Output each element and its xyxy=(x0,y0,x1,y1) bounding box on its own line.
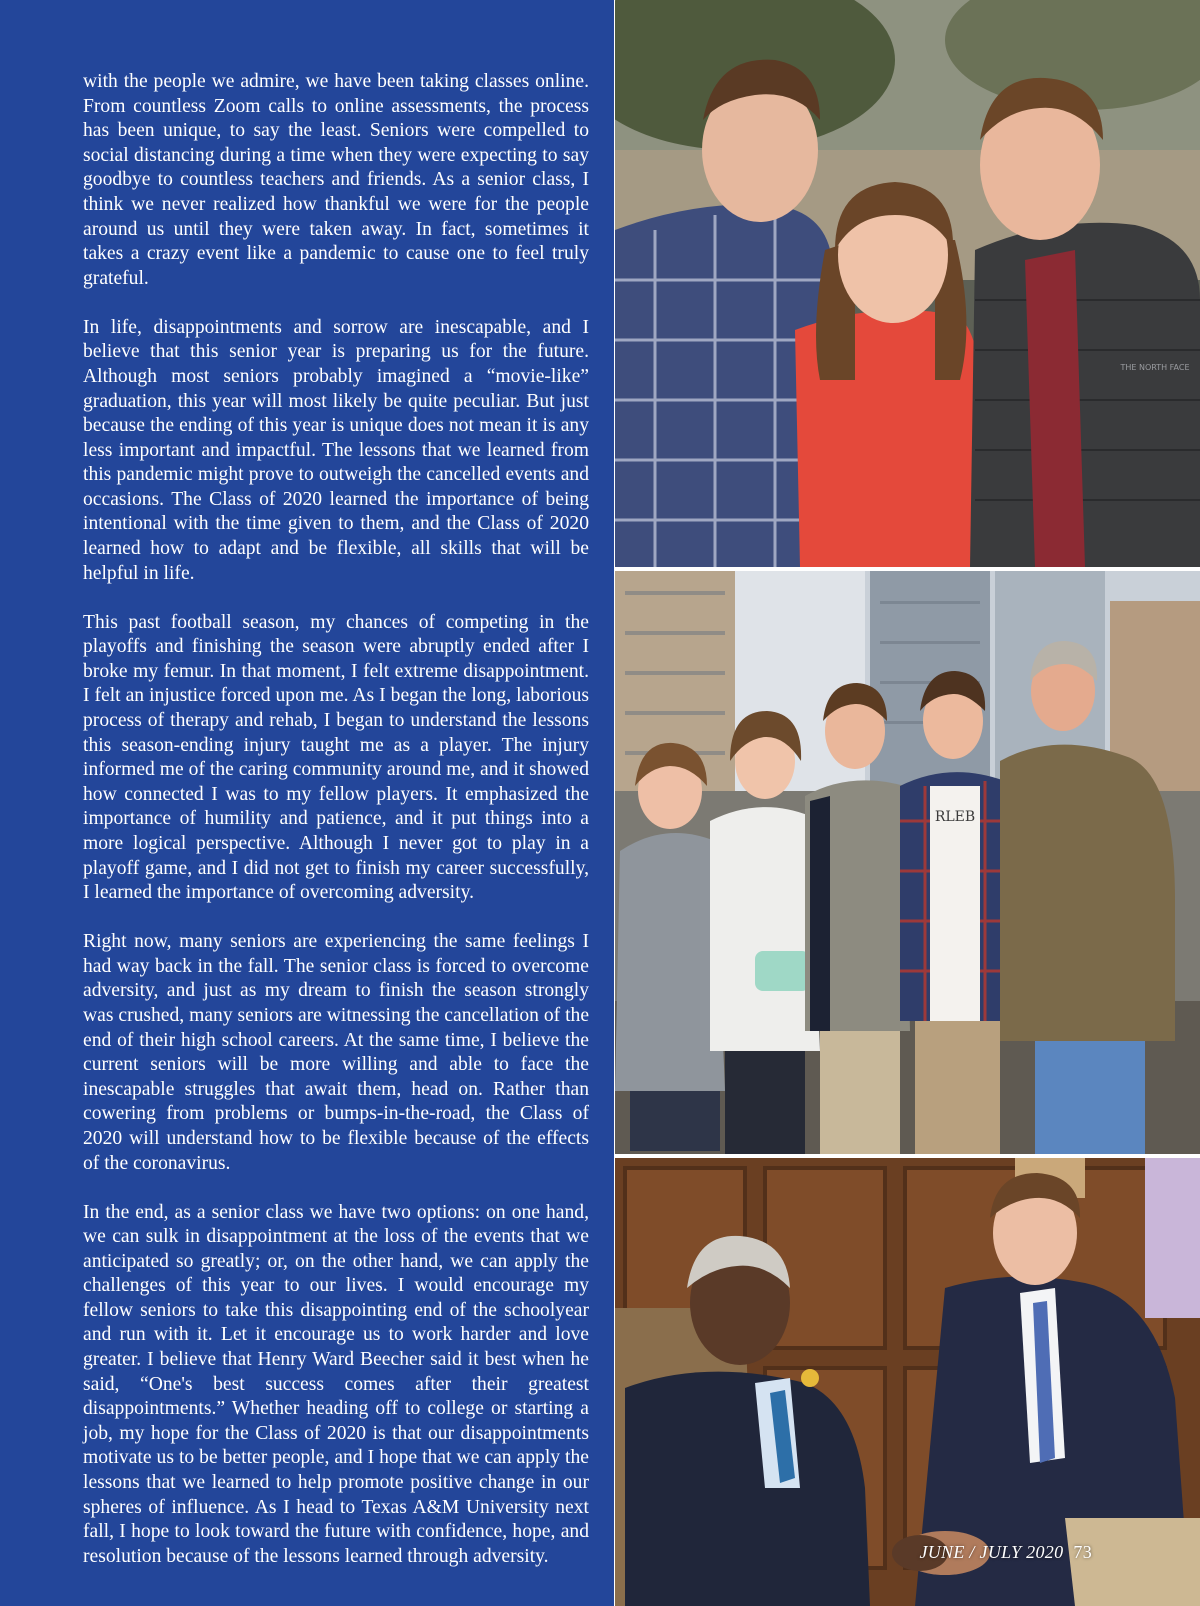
article-paragraph-4: Right now, many seniors are experiencing the same feelings I had way back in the fall. The senior class is forced to overcome adversity, and just as my dream to finish the season strongly was crushed, many seniors are witnessing the cancellation of the end of their high school careers. At the same time, I believe the current seniors will be more willing and able to face the inescapable struggles that await them, head on. Rather than cowering from problems or bumps-in-the-road, the Class of 2020 will understand how to be flexible because of the effects of the coronavirus. xyxy=(83,931,590,1174)
article-paragraph-5: In the end, as a senior class we have two options: on one hand, we can sulk in disappointment at the loss of the events that we anticipated so greatly; or, on the other hand, we can apply the challenges of this year to our lives. I would encourage my fellow seniors to take this disappointing end of the schoolyear and run with it. Let it encourage us to work harder and love greater. I believe that Henry Ward Beecher said it best when he said, “One's best success comes after their greatest disappointments.” Whether heading off to college or starting a job, my hope for the Class of 2020 is that our disappointments motivate us to be better people, and I hope that we can apply the lessons that we learned to help promote positive change in our spheres of influence. As I head to Texas A&M University next fall, I hope to look toward the future with confidence, hope, and resolution because of the lessons learned through adversity. xyxy=(83,1201,589,1567)
article-body xyxy=(83,70,589,1594)
north-face-logo: THE NORTH FACE xyxy=(1120,363,1190,372)
article-paragraph-3: This past football season, my chances of competing in the playoffs and finishing the season were abruptly ended after I broke my femur. In that moment, I felt extreme disappointment. I felt an injustice forced upon me. As I began the long, laborious process of therapy and rehab, I began to understand the lessons this season-ending injury taught me as a player. The injury informed me of the caring community around me, and it showed how connected I was to my fellow players. It emphasized the importance of humility and patience, and it put things into a more logical perspective. Although I never got to play in a playoff game, and I did not get to finish my career successfully, I learned the importance of overcoming adversity. xyxy=(83,611,589,904)
page-folio xyxy=(919,1542,1092,1563)
photo-family-city xyxy=(615,571,1200,1154)
photo-three-friends xyxy=(615,0,1200,567)
page-number: 73 xyxy=(1073,1542,1092,1562)
shirt-print: RLEB xyxy=(934,809,976,825)
article-paragraph-1: with the people we admire, we have been taking classes online. From countless Zoom calls to online assessments, the process has been unique, to say the least. Seniors were compelled to social distancing during a time when they were expecting to say goodbye to countless teachers and friends. As a senior class, I think we never realized how thankful we were for the people around us until they were taken away. In fact, sometimes it takes a crazy event like a pandemic to cause one to feel truly grateful. xyxy=(83,71,589,289)
article-paragraph-2: In life, disappointments and sorrow are inescapable, and I believe that this senior year is preparing us for the future. Although most seniors probably imagined a “movie-like” graduation, this year will most likely be quite peculiar. But just because the ending of this year is unique does not mean it is any less important and impactful. The lessons that we learned from this pandemic might prove to outweigh the cancelled events and occasions. The Class of 2020 learned the importance of being intentional with the time given to them, and the Class of 2020 learned how to adapt and be flexible, all skills that will be helpful in life. xyxy=(83,316,589,584)
issue-date: JUNE / JULY 2020 xyxy=(919,1542,1064,1562)
photo-handshake xyxy=(615,1158,1200,1606)
